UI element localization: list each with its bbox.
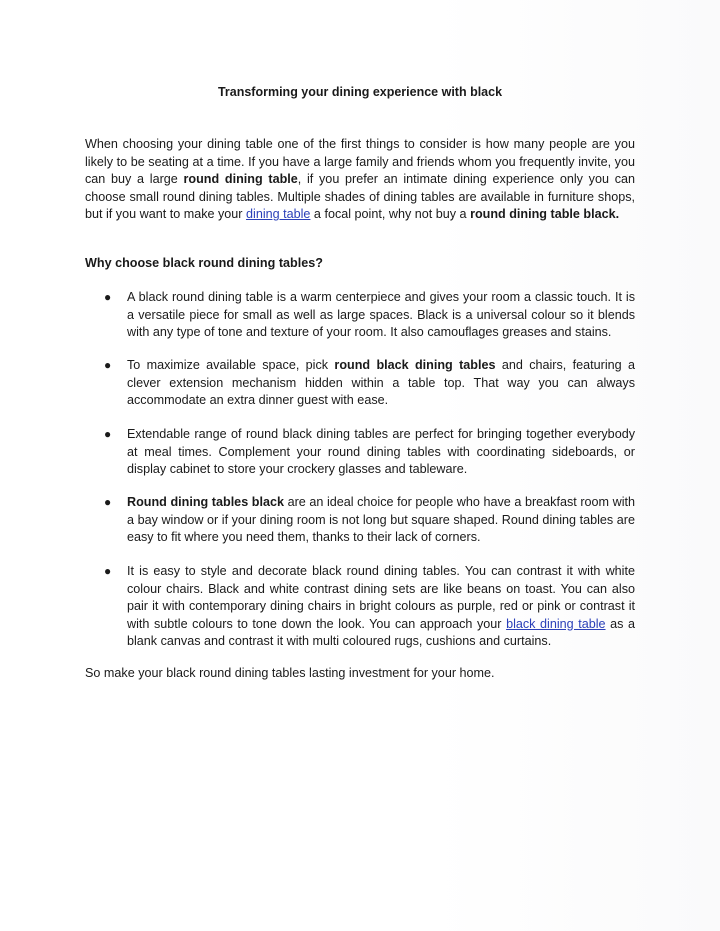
bullet-4-text: are an ideal choice for people who have a breakfast room with a bay window or if your dining room is not long but square shaped. Round dining tables are easy to fit where you need them, thanks to their lack of corners. (127, 495, 636, 544)
black-dining-table-link[interactable]: black dining table (506, 616, 606, 631)
closing-paragraph: So make your black round dining tables lasting investment for your home. (85, 666, 495, 680)
bullet-text-1 (127, 289, 635, 342)
bullet-icon: ● (104, 564, 112, 578)
bullet-text-5 (127, 563, 635, 651)
intro-text-2: , if you prefer an intimate dining experience only you can choose small round dining tables. Multiple shades of dining tables are available in furniture shops, but if you want to make your (85, 172, 635, 221)
dining-table-link[interactable]: dining table (246, 207, 311, 221)
intro-paragraph (85, 136, 635, 224)
intro-bold-round-dining-table: round dining table (183, 172, 298, 186)
intro-bold-round-dining-table-black: round dining table black. (470, 207, 620, 221)
bullet-2-text-2: and chairs, featuring a clever extension mechanism hidden within a table top. That way you can always accommodate an extra dinner guest with ease. (127, 358, 635, 407)
bullet-4-bold: Round dining tables black (127, 495, 284, 509)
bullet-3-text: Extendable range of round black dining tables are perfect for bringing together everybody at meal times. Complement your round dining tables with coordinating sideboards, or display cabinet to store your crockery glasses and tableware. (127, 427, 635, 476)
bullet-icon: ● (104, 358, 112, 372)
bullet-text-2 (127, 357, 635, 410)
bullet-5-text-2: as a blank canvas and contrast it with multi coloured rugs, cushions and curtains. (127, 616, 635, 648)
bullet-text-4 (127, 494, 635, 547)
bullet-1-text: A black round dining table is a warm centerpiece and gives your room a classic touch. It is a versatile piece for small as well as large spaces. Black is a universal colour so it blends with any type of tone and texture of your room. It also camouflages greases and stains. (127, 290, 635, 339)
bullet-icon: ● (104, 495, 112, 509)
intro-text-3: a focal point, why not buy a (310, 207, 471, 221)
intro-text-1: When choosing your dining table one of the first things to consider is how many people are you likely to be seating at a time. If you have a large family and friends whom you frequently invite, you can buy a large (85, 137, 635, 186)
bullet-2-text-1: To maximize available space, pick (127, 358, 335, 372)
bullet-icon: ● (104, 290, 112, 304)
document-title: Transforming your dining experience with black (217, 85, 503, 99)
bullet-text-3 (127, 426, 635, 479)
bullet-2-bold: round black dining tables (334, 358, 496, 372)
section-heading: Why choose black round dining tables? (85, 256, 323, 270)
bullet-icon: ● (104, 427, 112, 441)
bullet-5-text-1: It is easy to style and decorate black round dining tables. You can contrast it with white colour chairs. Black and white contrast dining sets are like beans on toast. You can also pair it with contemporary dining chairs in bright colours as purple, red or pink or contrast it with subtle colours to tone down the look. You can approach your (127, 564, 635, 631)
